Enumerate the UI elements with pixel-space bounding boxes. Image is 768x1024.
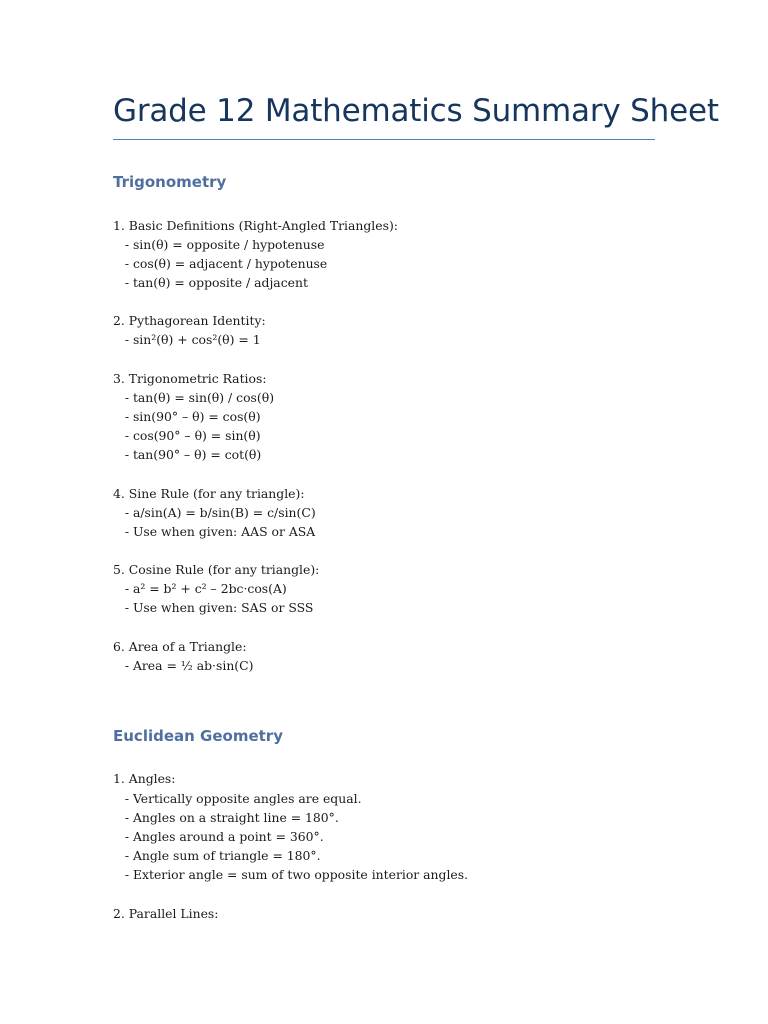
text-line: - sin(θ) = opposite / hypotenuse — [113, 237, 325, 252]
text-line: 3. Trigonometric Ratios: — [113, 371, 267, 386]
text-line: 2. Pythagorean Identity: — [113, 313, 266, 328]
text-line: 1. Basic Definitions (Right-Angled Triangles): — [113, 218, 398, 233]
text-line: 6. Area of a Triangle: — [113, 639, 247, 654]
text-line: - Angles on a straight line = 180°. — [113, 810, 339, 825]
text-line: - a² = b² + c² – 2bc·cos(A) — [113, 581, 287, 596]
title-underline — [113, 139, 655, 140]
text-line: - sin(90° – θ) = cos(θ) — [113, 409, 261, 424]
text-line: 1. Angles: — [113, 771, 176, 786]
text-line: - Vertically opposite angles are equal. — [113, 791, 362, 806]
text-line: - Angle sum of triangle = 180°. — [113, 848, 321, 863]
text-line: - tan(90° – θ) = cot(θ) — [113, 447, 262, 462]
text-line: - a/sin(A) = b/sin(B) = c/sin(C) — [113, 505, 316, 520]
text-line: - cos(90° – θ) = sin(θ) — [113, 428, 261, 443]
text-line: - Use when given: SAS or SSS — [113, 600, 314, 615]
text-line: 5. Cosine Rule (for any triangle): — [113, 562, 320, 577]
text-line: - Area = ½ ab·sin(C) — [113, 658, 254, 673]
text-line: - tan(θ) = sin(θ) / cos(θ) — [113, 390, 275, 405]
text-line: 4. Sine Rule (for any triangle): — [113, 486, 305, 501]
text-line: - cos(θ) = adjacent / hypotenuse — [113, 256, 328, 271]
section-heading-trigonometry: Trigonometry — [113, 173, 227, 191]
document-title: Grade 12 Mathematics Summary Sheet — [113, 93, 719, 129]
text-line: - tan(θ) = opposite / adjacent — [113, 275, 308, 290]
text-line: - sin²(θ) + cos²(θ) = 1 — [113, 332, 261, 347]
section-heading-euclidean-geometry: Euclidean Geometry — [113, 727, 283, 745]
text-line: - Exterior angle = sum of two opposite interior angles. — [113, 867, 469, 882]
text-line: - Use when given: AAS or ASA — [113, 524, 316, 539]
text-line: 2. Parallel Lines: — [113, 906, 219, 921]
text-line: - Angles around a point = 360°. — [113, 829, 324, 844]
